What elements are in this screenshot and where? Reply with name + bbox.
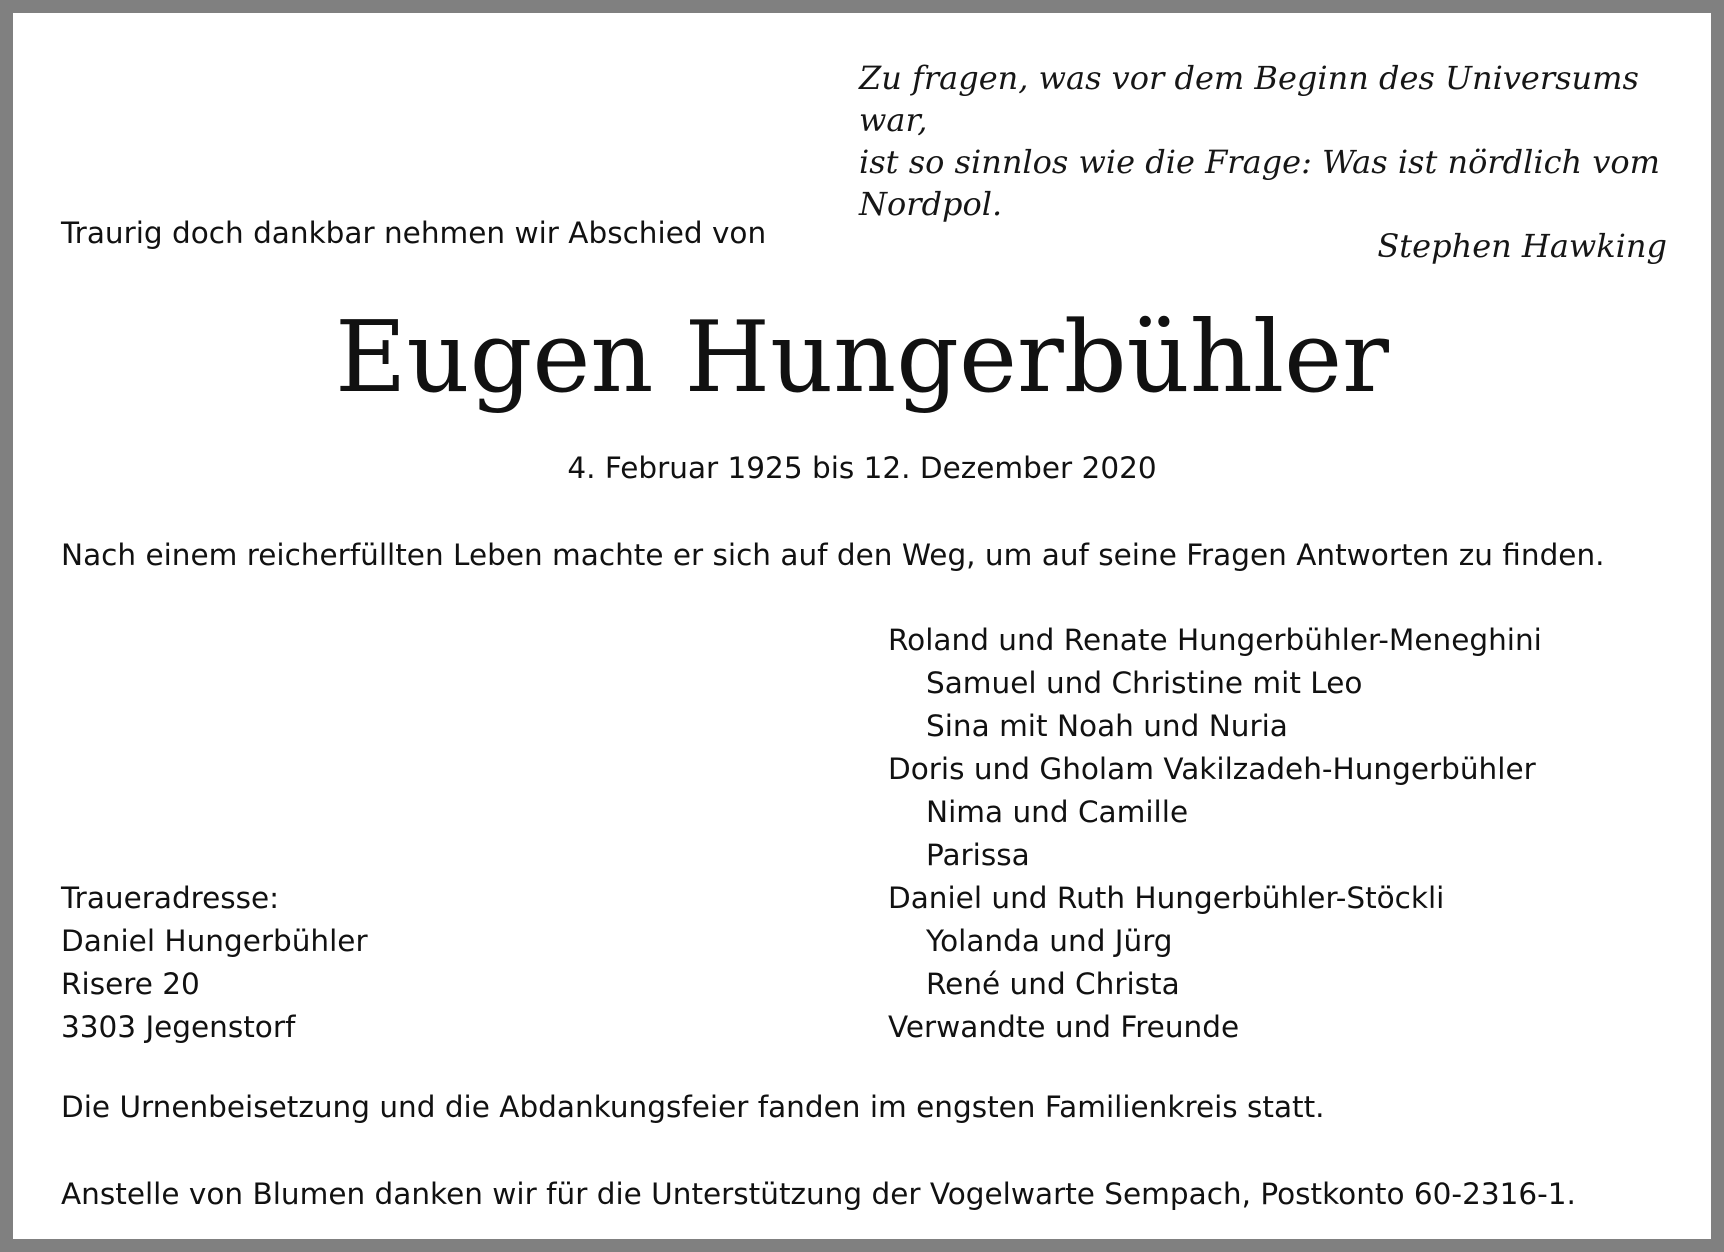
family-member: Parissa [926,838,1030,872]
family-member: Doris und Gholam Vakilzadeh-Hungerbühler [888,752,1536,786]
deceased-name: Eugen Hungerbühler [334,301,1390,415]
family-member: Yolanda und Jürg [926,924,1173,958]
family-member: Samuel und Christine mit Leo [926,666,1363,700]
address-street: Risere 20 [61,967,200,1001]
family-member: Daniel und Ruth Hungerbühler-Stöckli [888,881,1445,915]
donation-note: Anstelle von Blumen danken wir für die Unterstützung der Vogelwarte Sempach, Postkonto 60-2316-1. [61,1177,1576,1211]
address-city: 3303 Jegenstorf [61,1010,296,1044]
quote-line: ist so sinnlos wie die Frage: Was ist nördlich vom Nordpol. [859,143,1661,223]
life-dates: 4. Februar 1925 bis 12. Dezember 2020 [567,451,1157,485]
family-member: Verwandte und Freunde [888,1010,1240,1044]
mourning-address [61,877,368,1049]
quote-author: Stephen Hawking [1377,227,1667,265]
address-name: Daniel Hungerbühler [61,924,368,958]
family-member: Sina mit Noah und Nuria [926,709,1288,743]
obituary-card [13,13,1711,1239]
burial-note: Die Urnenbeisetzung und die Abdankungsfeier fanden im engsten Familienkreis statt. [61,1090,1325,1124]
address-label: Traueradresse: [61,881,280,915]
intro-text: Traurig doch dankbar nehmen wir Abschied von [61,216,767,250]
family-list [888,619,1542,1049]
family-member: Roland und Renate Hungerbühler-Meneghini [888,623,1542,657]
family-member: Nima und Camille [926,795,1189,829]
lead-text: Nach einem reicherfüllten Leben machte er sich auf den Weg, um auf seine Fragen Antworten zu finden. [61,538,1605,572]
family-member: René und Christa [926,967,1180,1001]
quote-line: Zu fragen, was vor dem Beginn des Universums war, [859,59,1639,139]
quote-block [859,57,1679,267]
